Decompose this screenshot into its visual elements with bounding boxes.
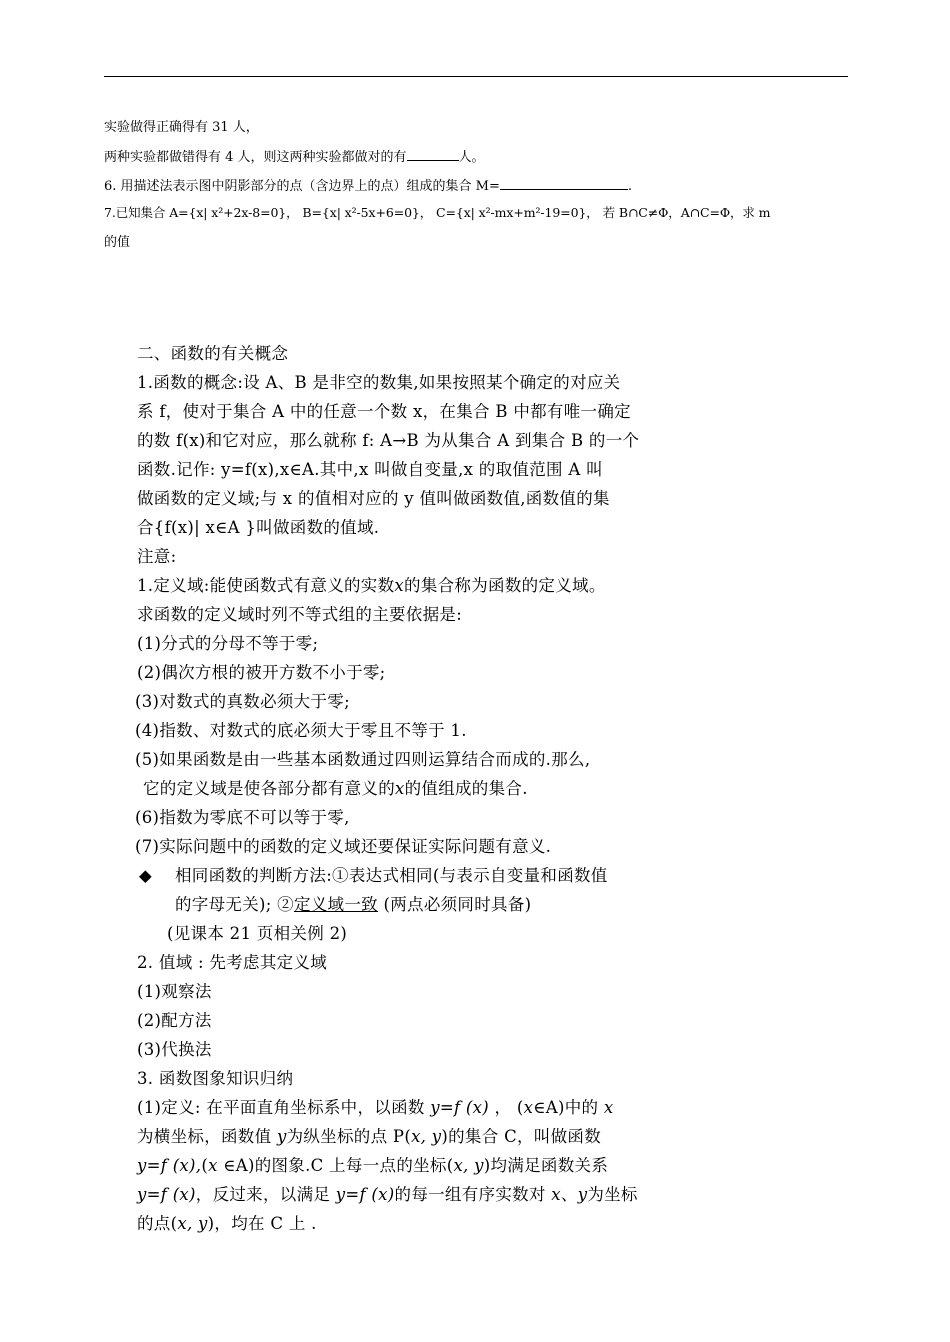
diamond-bullet-icon: ◆ — [139, 866, 152, 885]
paragraph-line: 系 f，使对于集合 A 中的任意一个数 x，在集合 B 中都有唯一确定 — [137, 402, 631, 421]
math-expr: x, y — [411, 1127, 442, 1146]
text-segment: )，均在 C 上 . — [207, 1214, 317, 1233]
text-segment: 的字母无关); ② — [175, 895, 294, 914]
math-var: y — [577, 1185, 588, 1204]
list-item: (2)偶次方根的被开方数不小于零; — [137, 663, 386, 682]
answer-blank — [500, 176, 628, 190]
list-item: (3)对数式的真数必须大于零; — [135, 692, 350, 711]
paragraph-line: 函数.记作: y=f(x),x∈A.其中,x 叫做自变量,x 的取值范围 A 叫 — [137, 460, 603, 479]
text-segment: 6. 用描述法表示图中阴影部分的点（含边界上的点）组成的集合 M= — [104, 179, 500, 194]
paragraph-line: 1.函数的概念:设 A、B 是非空的数集,如果按照某个确定的对应关 — [137, 373, 621, 392]
math-expr: y=f (x) — [137, 1185, 196, 1204]
text-segment: ∈A)中的 — [533, 1098, 604, 1117]
paragraph-line: 做函数的定义域;与 x 的值相对应的 y 值叫做函数值,函数值的集 — [137, 489, 610, 508]
paragraph-line — [137, 1098, 614, 1118]
paragraph-line: 求函数的定义域时列不等式组的主要依据是: — [137, 605, 463, 624]
subsection-heading: 2. 值域 : 先考虑其定义域 — [137, 953, 328, 972]
math-var: x — [523, 1098, 534, 1117]
text-segment: 为坐标 — [587, 1185, 638, 1204]
text-segment: ∈A)的图象.C 上每一点的坐标( — [217, 1156, 454, 1175]
list-item: (7)实际问题中的函数的定义域还要保证实际问题有意义. — [135, 837, 552, 856]
text-segment: 的值组成的集合. — [404, 779, 528, 798]
paragraph-line: 相同函数的判断方法:①表达式相同(与表示自变量和函数值 — [175, 866, 608, 885]
paragraph-line — [137, 1185, 638, 1205]
text-line — [104, 147, 485, 166]
text-line — [104, 176, 632, 195]
list-item: (4)指数、对数式的底必须大于零且不等于 1. — [135, 721, 467, 740]
text-segment: )的集合 C，叫做函数 — [441, 1127, 601, 1146]
text-segment: 为横坐标，函数值 — [137, 1127, 277, 1146]
paragraph-line — [137, 1156, 608, 1176]
text-segment: ( — [201, 1156, 209, 1175]
math-expr: x, y — [453, 1156, 484, 1175]
subsection-heading: 3. 函数图象知识归纳 — [137, 1069, 294, 1088]
paragraph-line — [137, 1127, 601, 1147]
section-heading: 二、函数的有关概念 — [137, 344, 289, 363]
list-item: (6)指数为零底不可以等于零, — [135, 808, 350, 827]
list-item: (5)如果函数是由一些基本函数通过四则运算结合而成的.那么, — [135, 750, 591, 769]
text-segment: 为纵坐标的点 P( — [286, 1127, 412, 1146]
math-var: x — [603, 1098, 614, 1117]
note-label: 注意: — [137, 547, 177, 566]
text-segment: )均满足函数关系 — [483, 1156, 609, 1175]
math-var: y — [276, 1127, 287, 1146]
paragraph-line — [137, 576, 606, 596]
header-rule — [104, 76, 848, 77]
list-item-continuation — [143, 779, 528, 799]
text-segment: ，反过来，以满足 — [195, 1185, 336, 1204]
text-segment: 1.定义域:能使函数式有意义的实数 — [137, 576, 395, 595]
math-expr: y=f (x), — [137, 1156, 202, 1175]
math-expr: y=f (x) — [430, 1098, 490, 1117]
text-segment: 的集合称为函数的定义域。 — [404, 576, 606, 595]
paragraph-line: (见课本 21 页相关例 2) — [167, 924, 348, 943]
math-var: x — [551, 1185, 561, 1204]
list-item: (3)代换法 — [137, 1040, 212, 1059]
answer-blank — [407, 147, 459, 161]
list-item: (1)观察法 — [137, 982, 212, 1001]
text-segment: 的点( — [137, 1214, 178, 1233]
list-item: (1)分式的分母不等于零; — [137, 634, 319, 653]
text-segment: (两点必须同时具备) — [377, 895, 532, 914]
paragraph-line: 合{f(x)| x∈A }叫做函数的值域. — [137, 518, 380, 537]
text-line: 7.已知集合 A={x| x²+2x-8=0}， B={x| x²-5x+6=0}， C={x| x²-mx+m²-19=0}， 若 B∩C≠Φ，A∩C=Φ，求 m — [104, 205, 771, 220]
math-var: x — [208, 1156, 218, 1175]
math-var: x — [394, 576, 405, 595]
text-segment: . — [627, 179, 633, 194]
text-segment: 的每一组有序实数对 — [394, 1185, 552, 1204]
math-expr: y=f (x) — [335, 1185, 395, 1204]
paragraph-line: 的数 f(x)和它对应，那么就称 f: A→B 为从集合 A 到集合 B 的一个 — [137, 431, 640, 450]
text-segment: 两种实验都做错得有 4 人，则这两种实验都做对的有 — [104, 150, 407, 165]
paragraph-line — [175, 895, 531, 915]
text-segment: 、 — [560, 1185, 578, 1204]
text-line: 实验做得正确得有 31 人， — [104, 120, 259, 135]
math-var: x — [395, 779, 405, 798]
paragraph-line — [137, 1214, 317, 1234]
text-segment: ， ( — [489, 1098, 524, 1117]
text-segment: 它的定义域是使各部分都有意义的 — [143, 779, 395, 798]
underlined-text: 定义域一致 — [293, 895, 378, 914]
math-expr: x, y — [177, 1214, 208, 1233]
text-line: 的值 — [104, 235, 131, 250]
text-segment: (1)定义: 在平面直角坐标系中，以函数 — [137, 1098, 431, 1117]
list-item: (2)配方法 — [137, 1011, 212, 1030]
text-segment: 人。 — [458, 150, 485, 165]
